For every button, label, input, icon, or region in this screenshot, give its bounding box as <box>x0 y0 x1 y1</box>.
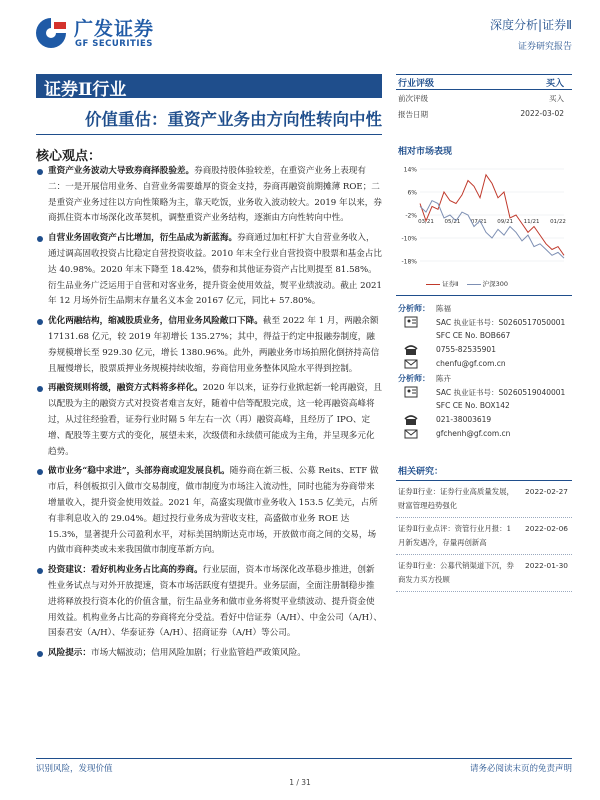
email-icon <box>404 357 418 371</box>
chart-svg <box>396 161 572 279</box>
bullet-lead: 做市业务“稳中求进”，头部券商或迎发展良机。 <box>48 466 230 477</box>
related-item[interactable] <box>396 518 572 555</box>
footer-disclaimer: 请务必阅读末页的免责声明 <box>469 764 572 774</box>
report-date-value: 2022-03-02 <box>520 109 564 118</box>
x-tick-label: 11/21 <box>523 219 540 225</box>
analyst-sac-row <box>396 316 572 330</box>
report-type: 深度分析|证券Ⅱ <box>490 18 572 32</box>
core-views-heading: 核心观点： <box>36 149 102 164</box>
y-tick-label: -18% <box>401 258 417 266</box>
phone-icon <box>404 343 418 357</box>
analyst-email: chenfu@gf.com.cn <box>436 359 506 368</box>
analyst-label: 分析师： <box>398 304 430 313</box>
analyst-block <box>396 295 572 442</box>
bullet-body: 市场大幅波动；信用风险加剧；行业监管趋严政策风险。 <box>90 648 306 659</box>
legend-swatch-sector <box>426 284 440 285</box>
legend-label-sector: 证券Ⅱ <box>442 280 459 288</box>
legend-label-index: 沪深300 <box>482 280 509 288</box>
core-views-list <box>36 164 382 666</box>
bullet-body: 行业层面，资本市场深化改革稳步推进，创新性业务试点与对外开放提速，资本市场活跃度有望提升。业务层面，全面注册制稳步推进将释放投行资本化的价值含量，衍生品业务和做市业务将熨平业绩波动、提升资金使用效益。机构业务占比高的券商将充分受益。看好中信证券（A/H）、中金公司（A/H）、国泰君安（A/H）、华泰证券（A/H）、招商证券（A/H）等公司。 <box>48 565 382 639</box>
series-line-index <box>420 201 564 259</box>
rating-label: 行业评级 <box>398 79 435 89</box>
footer-slogan: 识别风险，发现价值 <box>36 764 113 774</box>
analyst-phone-row <box>396 344 572 358</box>
related-item[interactable] <box>396 555 572 592</box>
chart-legend <box>426 279 508 288</box>
rating-value: 买入 <box>545 79 564 89</box>
x-tick-label: 07/21 <box>470 219 487 225</box>
analyst-sac-row <box>396 386 572 400</box>
report-type-block <box>490 16 572 52</box>
report-date-label: 报告日期 <box>398 110 428 119</box>
bullet-item <box>36 231 382 310</box>
bullet-body: 2020 年以来，证券行业掀起新一轮再融资，且以配股为主的融资方式对投资者难言友好，随着中信等配股完成，这一轮再融资高峰将过，从过往经验看，证券行业时隔 5 年左右一次（再）融资高峰，且经历了 IPO、定增、配股等主要方式的变化，展望未来，次级债和永续债可能成为主角，并呈现多元化趋势。 <box>48 383 382 457</box>
x-tick-label: 09/21 <box>497 219 514 225</box>
company-logo <box>34 12 184 56</box>
related-item[interactable] <box>396 481 572 518</box>
bullet-lead: 风险提示： <box>48 648 91 659</box>
analyst-name: 陈卉 <box>436 374 451 383</box>
bullet-lead: 自营业务固收资产占比增加，衍生品成为新蓝海。 <box>48 233 238 244</box>
related-item-date: 2022-01-30 <box>525 561 568 570</box>
id-card-icon <box>404 315 418 329</box>
bullet-lead: 重资产业务波动大导致券商择股验差。 <box>48 166 195 176</box>
x-tick-label: 03/21 <box>418 219 434 225</box>
analyst-sfc-row <box>396 330 572 344</box>
bullet-item <box>36 646 382 662</box>
analyst-sac: SAC 执业证书号：S0260519040001 <box>436 388 566 397</box>
analyst-email-row <box>396 358 572 372</box>
report-subtype: 证券研究报告 <box>517 42 572 52</box>
bullet-lead: 投资建议：看好机构业务占比高的券商。 <box>48 565 203 576</box>
page-title: 价值重估：重资产业务由方向性转向中性 <box>85 110 382 129</box>
analyst-name-row <box>396 372 572 386</box>
title-divider <box>36 134 382 135</box>
prev-rating-row <box>396 90 572 106</box>
analyst-name: 陈福 <box>436 304 451 313</box>
phone-icon <box>404 413 418 427</box>
bullet-item <box>36 314 382 377</box>
relative-performance-chart <box>396 161 572 291</box>
gf-logo-icon <box>34 16 68 50</box>
related-item-title[interactable]: 证券Ⅱ行业：证券行业高质量发展，财富管理趋势强化 <box>398 487 514 510</box>
page-number: 1 / 31 <box>289 778 311 787</box>
legend-swatch-index <box>467 284 481 285</box>
related-item-title[interactable]: 证券Ⅱ行业点评：资管行业月报：1 月新发遇冷，存量再创新高 <box>398 524 512 547</box>
bullet-body: 券商股持股体验较差，在重资产业务上表现有二：一是开展信用业务、自营业务需要雄厚的资金支持，券商再融资前期摊薄 ROE；二是重资产业务过往以方向性策略为主，靠天吃饭，业务收入波动较大。2019 年以来，券商抓住资本市场深化改革契机，调整重资产业务结构，逐渐由方向性转向中性。 <box>48 166 382 224</box>
analyst-phone: 0755-82535901 <box>436 345 496 354</box>
bullet-item <box>36 164 382 227</box>
related-item-date: 2022-02-06 <box>525 524 568 533</box>
logo-text-en: GF SECURITIES <box>75 39 153 49</box>
analyst-label: 分析师： <box>398 374 430 383</box>
analyst-phone: 021-38003619 <box>436 415 492 424</box>
y-tick-label: 14% <box>403 166 417 174</box>
x-tick-label: 05/21 <box>444 219 461 225</box>
rating-header <box>396 74 572 90</box>
related-research <box>396 464 572 592</box>
bullet-item <box>36 563 382 642</box>
bullet-lead: 优化两融结构，缩减股质业务，信用业务风险敞口下降。 <box>48 316 263 327</box>
logo-text-cn: 广发证券 <box>74 18 155 40</box>
analyst-sac: SAC 执业证书号：S0260517050001 <box>436 318 566 327</box>
analyst-name-row <box>396 302 572 316</box>
report-date-row <box>396 106 572 122</box>
prev-rating-label: 前次评级 <box>398 94 428 103</box>
analyst-email-row <box>396 428 572 442</box>
email-icon <box>404 427 418 441</box>
page-header <box>0 0 600 66</box>
prev-rating-value: 买入 <box>549 94 564 103</box>
bullet-lead: 再融资规则将缓，融资方式料将多样化。 <box>48 383 203 394</box>
bullet-item <box>36 381 382 460</box>
analyst-sfc-row <box>396 400 572 414</box>
y-tick-label: -10% <box>401 235 417 243</box>
analyst-sfc: SFC CE No. BOB667 <box>436 331 511 340</box>
analyst-email: gfchenh@gf.com.cn <box>436 429 511 438</box>
related-item-title[interactable]: 证券Ⅱ行业：公募代销渠道下沉，券商发力买方投顾 <box>398 561 514 584</box>
bullet-body: 随券商在新三板、公募 Reits、ETF 做市后，科创板拟引入做市交易制度，做市制度为市场注入流动性，同时也能为券商带来增量收入，提升资金使用效益。2021 年，高盛实现做市业务收入 153.5 亿美元，占所有非利息收入的 29.04%。超过投行业务成为营收支柱，高盛做市业务 ROE 达 15.3%，显著提升公司盈利水平，对标美国纳斯达克市场，开放做市商之间的交易，场内做市商种类或未来我国做市制度革新方向。 <box>48 466 379 556</box>
chart-section-title: 相对市场表现 <box>398 147 453 157</box>
y-tick-label: -2% <box>405 212 417 220</box>
sidebar <box>396 74 572 592</box>
analyst-phone-row <box>396 414 572 428</box>
y-tick-label: 6% <box>407 189 417 197</box>
analyst-sfc: SFC CE No. BOX142 <box>436 401 510 410</box>
bullet-body: 券商通过加杠杆扩大自营业务收入，通过调高固收投资占比稳定自营投资收益。2010 年末全行业自营投资中股票和基金占比达 40.98%。2020 年末下降至 18.42%，债券和其他证券资产占比则提至 81.58%。衍生品业务广泛运用于自营和对客业务，提升资金使用效益，熨平业绩波动。截止 2021 年 12 月场外衍生品期末存量名义本金 20167 亿元，同比+ 57.80%。 <box>48 233 382 307</box>
industry-bar <box>36 74 382 98</box>
bullet-body: 截至 2022 年 1 月，两融余额 17131.68 亿元，较 2019 年初增长 135.27%；其中，得益于约定申报融券制度，融券规模增长至 929.30 亿元，增长 1380.96%。此外，两融业务市场拍照化倒挤持高信且履慢增长，股票质押业务规模持续收缩，券商信用业务整体风险水平得到控制。 <box>48 316 380 374</box>
x-tick-label: 01/22 <box>550 219 566 225</box>
bullet-item <box>36 464 382 559</box>
footer-divider <box>36 758 572 759</box>
industry-name: 证券Ⅱ行业 <box>44 80 127 100</box>
related-research-title: 相关研究： <box>396 464 572 481</box>
related-item-date: 2022-02-27 <box>525 487 568 496</box>
id-card-icon <box>404 385 418 399</box>
